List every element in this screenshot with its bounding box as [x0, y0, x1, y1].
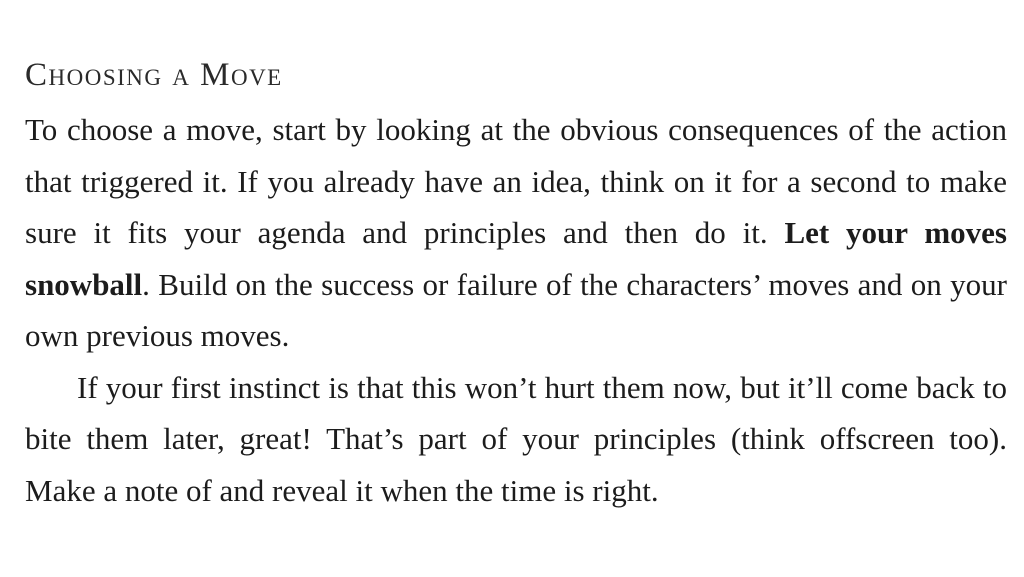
paragraph-1 [25, 104, 1007, 362]
document-page [25, 52, 1007, 516]
paragraph-1-text-start: To choose a move, start by looking at the obvious consequences of the action that triggered it. If you already have an idea, think on it for a second to make sure it fits your agenda and principles and then do it. [25, 112, 1007, 250]
paragraph-1-text-end: . Build on the success or failure of the characters’ moves and on your own previous moves. [25, 266, 1007, 353]
paragraph-2: If your first instinct is that this won’t hurt them now, but it’ll come back to bite them later, great! That’s part of your principles (think offscreen too). Make a note of and reveal it when the time is right. [25, 369, 1007, 508]
paragraph-1-bold-phrase: Let your moves snowball [25, 215, 1007, 302]
section-heading: Choosing a Move [25, 57, 283, 93]
